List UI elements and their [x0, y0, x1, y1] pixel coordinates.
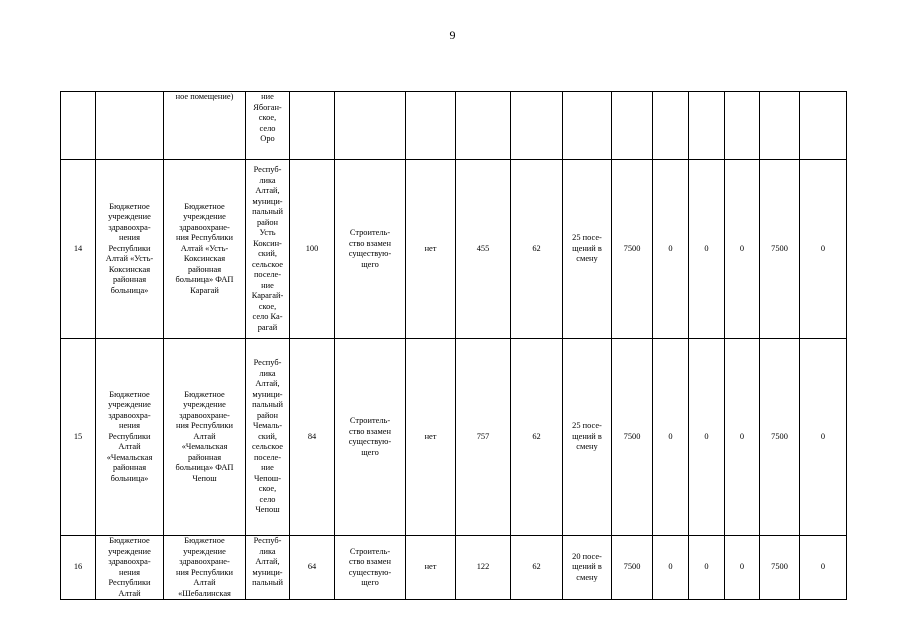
table-cell: 7500 [760, 160, 800, 339]
table-cell: 0 [725, 339, 760, 536]
table-cell: 62 [511, 339, 563, 536]
table-cell [61, 92, 96, 160]
table-cell: 0 [689, 339, 725, 536]
table-cell: 64 [290, 536, 335, 600]
table-cell: 25 посе- щений в смену [563, 339, 612, 536]
table-cell: 15 [61, 339, 96, 536]
table-cell: 0 [653, 160, 689, 339]
table-row [61, 160, 847, 339]
table-cell: 100 [290, 160, 335, 339]
table-cell: 455 [456, 160, 511, 339]
table-row [61, 339, 847, 536]
table-cell: Бюджетное учреждение здравоохра- нения Республики Алтай «Чемальская районная больница» [96, 339, 164, 536]
table-cell: Респуб- лика Алтай, муници- пальный район Усть Коксин- ский, сельское поселе- ние Карагай- ское, село Ка- рагай [246, 160, 290, 339]
table-cell: нет [406, 536, 456, 600]
page-number: 9 [449, 28, 456, 42]
table-cell: Бюджетное учреждение здравоохра- нения Республики Алтай «Усть- Коксинская районная больница» [96, 160, 164, 339]
table-cell: нет [406, 160, 456, 339]
table-cell: Бюджетное учреждение здравоохране- ния Республики Алтай «Шебалинская [164, 536, 246, 600]
table-cell: 7500 [612, 339, 653, 536]
table-cell [511, 92, 563, 160]
table-cell: ние Ябоган- ское, село Оро [246, 92, 290, 160]
table-cell: 0 [800, 160, 847, 339]
table-cell: 14 [61, 160, 96, 339]
table-cell: нет [406, 339, 456, 536]
table-cell: 0 [653, 339, 689, 536]
data-table [60, 91, 847, 600]
table-cell: 0 [689, 536, 725, 600]
table-cell: 0 [725, 536, 760, 600]
table-cell: 25 посе- щений в смену [563, 160, 612, 339]
table-cell: 0 [800, 339, 847, 536]
table-cell [725, 92, 760, 160]
table-cell: Респуб- лика Алтай, муници- пальный [246, 536, 290, 600]
table-cell [653, 92, 689, 160]
table-cell: 0 [653, 536, 689, 600]
table-row [61, 536, 847, 600]
table-cell: 20 посе- щений в смену [563, 536, 612, 600]
table-cell: ное помещение) [164, 92, 246, 160]
table-cell: Строитель- ство взамен существую- щего [335, 339, 406, 536]
table-cell: 7500 [612, 536, 653, 600]
table-cell [689, 92, 725, 160]
table-cell [760, 92, 800, 160]
table-cell [612, 92, 653, 160]
table-cell: Бюджетное учреждение здравоохране- ния Республики Алтай «Усть- Коксинская районная больница» ФАП Карагай [164, 160, 246, 339]
table-cell: 62 [511, 536, 563, 600]
table-cell [563, 92, 612, 160]
table-cell: Строитель- ство взамен существую- щего [335, 160, 406, 339]
table-cell [96, 92, 164, 160]
table-cell: 0 [689, 160, 725, 339]
table-cell: Респуб- лика Алтай, муници- пальный район Чемаль- ский, сельское поселе- ние Чепош- ское, село Чепош [246, 339, 290, 536]
table-cell [406, 92, 456, 160]
table-cell [456, 92, 511, 160]
table-cell: 16 [61, 536, 96, 600]
table-cell: 7500 [760, 536, 800, 600]
table-cell: 7500 [760, 339, 800, 536]
table-cell: Бюджетное учреждение здравоохра- нения Республики Алтай [96, 536, 164, 600]
table-cell: Бюджетное учреждение здравоохране- ния Республики Алтай «Чемальская районная больница» ФАП Чепош [164, 339, 246, 536]
table-cell [290, 92, 335, 160]
table-cell: 122 [456, 536, 511, 600]
table-cell: 757 [456, 339, 511, 536]
table-cell [800, 92, 847, 160]
table-cell: 84 [290, 339, 335, 536]
table-cell: Строитель- ство взамен существую- щего [335, 536, 406, 600]
table-cell [335, 92, 406, 160]
table-cell: 62 [511, 160, 563, 339]
table-cell: 7500 [612, 160, 653, 339]
table-cell: 0 [800, 536, 847, 600]
table-cell: 0 [725, 160, 760, 339]
table-row [61, 92, 847, 160]
